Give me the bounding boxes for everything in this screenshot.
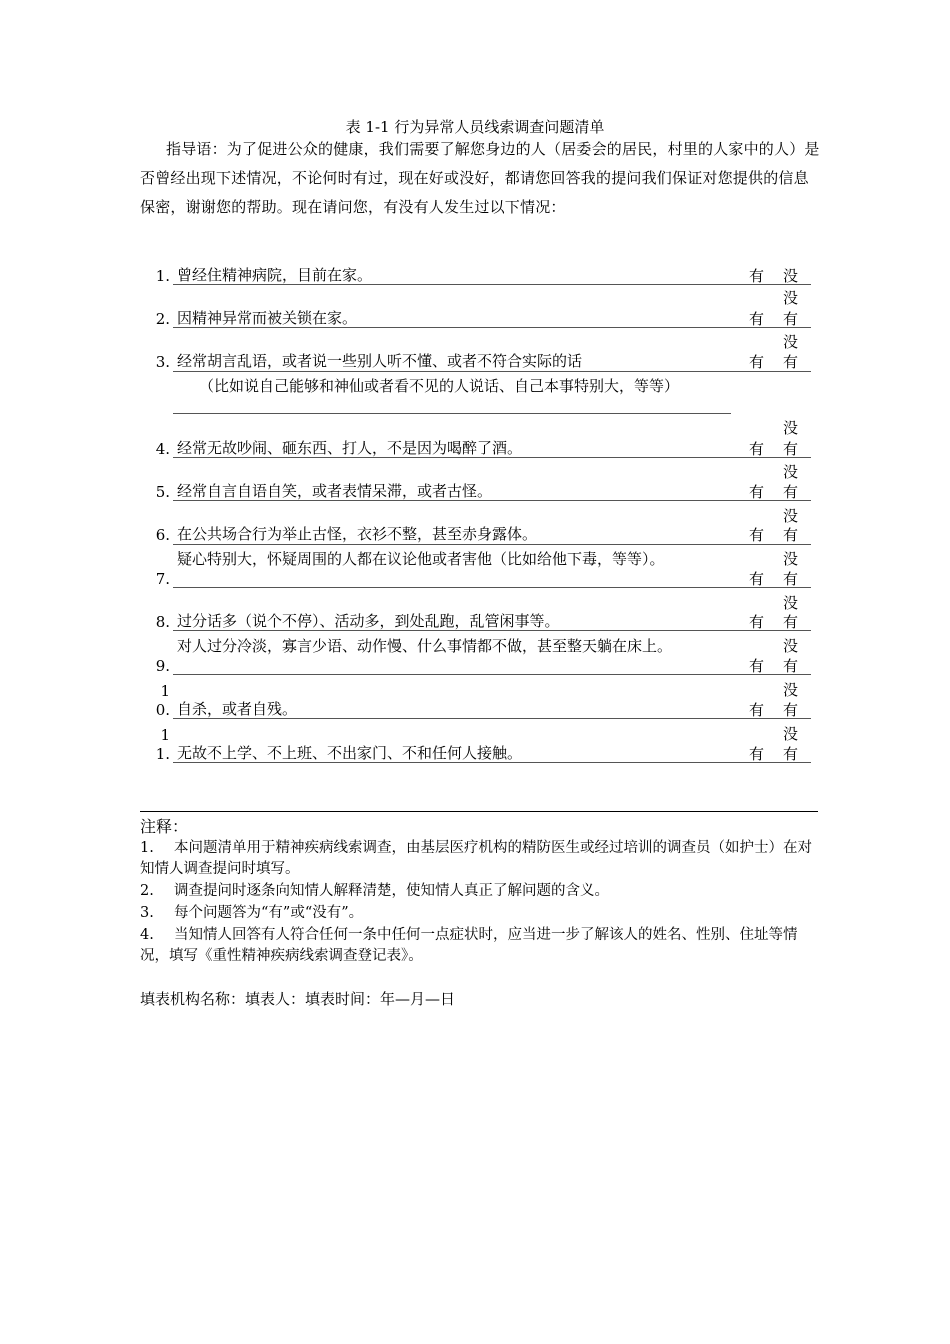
note-number: 3. (140, 905, 154, 921)
note-number: 2. (140, 883, 154, 899)
note-item (140, 903, 812, 924)
question-text: 对人过分冷淡，寡言少语、动作慢、什么事情都不做，甚至整天躺在床上。 (177, 637, 673, 655)
note-text: 当知情人回答有人符合任何一条中任何一点症状时，应当进一步了解该人的姓名、性别、住址等情况，填写《重性精神疾病线索调查登记表》。 (140, 927, 798, 964)
answer-no: 没 (783, 463, 799, 481)
row-rule (173, 413, 731, 414)
answer-no: 没 (783, 333, 799, 351)
answer-yes: 有 (749, 570, 765, 588)
answer-yes: 有 (749, 613, 765, 631)
instructions-paragraph: 指导语：为了促进公众的健康，我们需要了解您身边的人（居委会的居民，村里的人家中的人）是否曾经出现下述情况，不论何时有过，现在好或没好，都请您回答我的提问我们保证对您提供的信息保密，谢谢您的帮助。现在请问您，有没有人发生过以下情况： (140, 140, 820, 216)
row-rule (173, 544, 811, 545)
question-number: 8. (155, 613, 170, 631)
answer-no: 没 (783, 507, 799, 525)
answer-no: 没 (783, 637, 799, 655)
row-rule (173, 587, 811, 588)
question-text: 疑心特别大，怀疑周围的人都在议论他或者害他（比如给他下毒，等等）。 (177, 550, 665, 568)
note-item (140, 881, 812, 902)
question-number: 3. (155, 353, 170, 371)
question-text: 在公共场合行为举止古怪，衣衫不整，甚至赤身露体。 (177, 525, 538, 543)
answer-yes: 有 (749, 353, 765, 371)
answer-yes: 有 (749, 745, 765, 763)
answer-yes: 有 (749, 483, 765, 501)
answer-no: 有 (783, 310, 799, 328)
question-number: 1 (160, 726, 170, 744)
question-number: 1 (160, 682, 170, 700)
answer-no: 有 (783, 613, 799, 631)
question-number: 5. (155, 483, 170, 501)
answer-no: 没 (783, 419, 799, 437)
note-number: 4. (140, 927, 154, 943)
answer-yes: 有 (749, 526, 765, 544)
answer-no: 有 (783, 745, 799, 763)
note-item (140, 838, 812, 880)
answer-no: 有 (783, 701, 799, 719)
answer-no: 没 (783, 594, 799, 612)
note-number: 1. (140, 840, 154, 856)
question-subtext: （比如说自己能够和神仙或者看不见的人说话、自己本事特别大，等等） (199, 377, 680, 395)
answer-no: 有 (783, 657, 799, 675)
question-number: 6. (155, 526, 170, 544)
answer-no: 没 (783, 681, 799, 699)
question-text: 经常自言自语自笑，或者表情呆滞，或者古怪。 (177, 482, 493, 500)
row-rule (173, 371, 811, 372)
form-footer: 填表机构名称：填表人：填表时间：年—月—日 (140, 990, 456, 1008)
question-text: 自杀，或者自残。 (177, 700, 298, 718)
note-text: 调查提问时逐条向知情人解释清楚，使知情人真正了解问题的含义。 (174, 883, 609, 899)
question-text: 无故不上学、不上班、不出家门、不和任何人接触。 (177, 744, 523, 762)
question-number: 9. (155, 657, 170, 675)
answer-no: 没 (783, 725, 799, 743)
answer-no: 有 (783, 353, 799, 371)
note-text: 每个问题答为“有”或“没有”。 (174, 905, 364, 921)
row-rule (173, 500, 811, 501)
row-rule (173, 284, 811, 285)
answer-no: 没 (783, 267, 799, 285)
question-number: 1. (155, 745, 170, 763)
answer-yes: 有 (749, 310, 765, 328)
answer-yes: 有 (749, 267, 765, 285)
row-rule (173, 630, 811, 631)
question-number: 2. (155, 310, 170, 328)
question-number: 7. (155, 570, 170, 588)
answer-no: 没 (783, 550, 799, 568)
note-text: 本问题清单用于精神疾病线索调查，由基层医疗机构的精防医生或经过培训的调查员（如护士）在对知情人调查提问时填写。 (140, 840, 812, 877)
notes-section (140, 816, 812, 968)
question-text: 因精神异常而被关锁在家。 (177, 309, 358, 327)
question-number: 4. (155, 440, 170, 458)
note-item (140, 925, 812, 967)
answer-yes: 有 (749, 440, 765, 458)
notes-divider (140, 811, 818, 812)
answer-no: 有 (783, 440, 799, 458)
row-rule (173, 674, 811, 675)
question-text: 经常无故吵闹、砸东西、打人，不是因为喝醉了酒。 (177, 439, 523, 457)
question-number: 0. (155, 701, 170, 719)
answer-no: 有 (783, 483, 799, 501)
row-rule (173, 457, 811, 458)
answer-no: 有 (783, 526, 799, 544)
document-title: 表 1-1 行为异常人员线索调查问题清单 (345, 118, 605, 136)
question-number: 1. (155, 267, 170, 285)
row-rule (173, 762, 811, 763)
question-text: 经常胡言乱语，或者说一些别人听不懂、或者不符合实际的话 (177, 352, 583, 370)
answer-yes: 有 (749, 657, 765, 675)
row-rule (173, 327, 811, 328)
answer-no: 没 (783, 289, 799, 307)
question-text: 过分话多（说个不停）、活动多，到处乱跑，乱管闲事等。 (177, 612, 560, 630)
answer-no: 有 (783, 570, 799, 588)
row-rule (173, 718, 811, 719)
answer-yes: 有 (749, 701, 765, 719)
notes-title: 注释： (140, 817, 189, 836)
question-text: 曾经住精神病院，目前在家。 (177, 266, 373, 284)
